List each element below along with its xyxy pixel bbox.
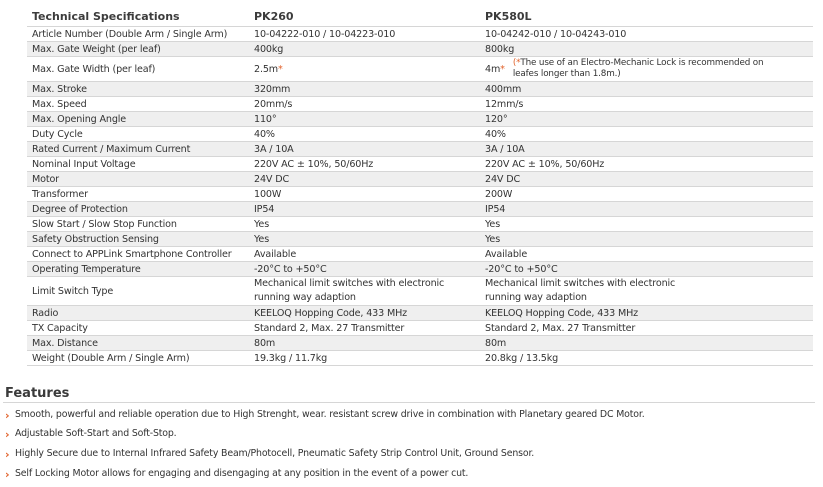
spec-value-b: 40% [480,127,813,142]
spec-value-b: 220V AC ± 10%, 50/60Hz [480,157,813,172]
spec-value-a: 10-04222-010 / 10-04223-010 [249,27,480,42]
spec-value-b: 20.8kg / 13.5kg [480,351,813,366]
spec-label: Nominal Input Voltage [27,157,249,172]
spec-value-b: 10-04242-010 / 10-04243-010 [480,27,813,42]
spec-value-a: 100W [249,187,480,202]
spec-row-opening-angle [27,112,813,127]
spec-value-a: IP54 [249,202,480,217]
chevron-right-icon: › [5,409,10,422]
spec-value-a: 19.3kg / 11.7kg [249,351,480,366]
spec-row-max-stroke [27,82,813,97]
spec-label: Motor [27,172,249,187]
spec-value-b-text: 4m [485,63,501,75]
spec-value-a: Yes [249,232,480,247]
spec-row-obstruction-sensing [27,232,813,247]
spec-label: Radio [27,306,249,321]
spec-value-a: 320mm [249,82,480,97]
spec-row-current [27,142,813,157]
spec-value-a: 400kg [249,42,480,57]
spec-value-a: 20mm/s [249,97,480,112]
spec-label: Transformer [27,187,249,202]
spec-value-b: Standard 2, Max. 27 Transmitter [480,321,813,336]
spec-row-max-distance [27,336,813,351]
spec-value-a: -20°C to +50°C [249,262,480,277]
spec-row-weight [27,351,813,366]
spec-label: Max. Speed [27,97,249,112]
feature-item [5,447,534,460]
spec-label: Max. Stroke [27,82,249,97]
spec-label: Weight (Double Arm / Single Arm) [27,351,249,366]
spec-row-transformer [27,187,813,202]
spec-row-motor [27,172,813,187]
spec-value-a: KEELOQ Hopping Code, 433 MHz [249,306,480,321]
spec-label: Degree of Protection [27,202,249,217]
spec-value-b: IP54 [480,202,813,217]
spec-value-b [480,277,813,306]
spec-table-title: Technical Specifications [27,7,249,27]
note-text: The use of an Electro-Mechanic Lock is recommended on leafes longer than 1.8m.) [512,58,764,79]
lock-recommendation-note [513,58,783,80]
spec-label: Limit Switch Type [27,277,249,306]
limit-switch-b-text: Mechanical limit switches with electronic running way adaption [485,278,676,303]
spec-label: Operating Temperature [27,262,249,277]
spec-value-a: 24V DC [249,172,480,187]
feature-item [5,408,645,421]
spec-value-a: 80m [249,336,480,351]
spec-value-b: 800kg [480,42,813,57]
spec-value-a: 3A / 10A [249,142,480,157]
spec-value-a: Available [249,247,480,262]
spec-row-article-number [27,27,813,42]
spec-row-max-speed [27,97,813,112]
spec-label: TX Capacity [27,321,249,336]
feature-item [5,427,177,440]
spec-label: Max. Distance [27,336,249,351]
spec-row-gate-weight [27,42,813,57]
chevron-right-icon: › [5,468,10,481]
spec-label: Max. Gate Width (per leaf) [27,57,249,82]
spec-value-b: 3A / 10A [480,142,813,157]
spec-value-a-text: 2.5m [254,63,279,75]
feature-text: Self Locking Motor allows for engaging and disengaging at any position in the event of a power cut. [15,468,469,479]
features-heading: Features [5,386,70,401]
features-divider [3,402,815,403]
spec-value-a: Mechanical limit switches with electronic running way adaption [249,277,480,306]
spec-row-radio [27,306,813,321]
spec-label: Slow Start / Slow Stop Function [27,217,249,232]
spec-row-operating-temperature [27,262,813,277]
spec-value-b: 24V DC [480,172,813,187]
spec-value-a: 110° [249,112,480,127]
spec-label: Connect to APPLink Smartphone Controller [27,247,249,262]
spec-row-duty-cycle [27,127,813,142]
spec-label: Rated Current / Maximum Current [27,142,249,157]
spec-label: Max. Opening Angle [27,112,249,127]
spec-value-a: Standard 2, Max. 27 Transmitter [249,321,480,336]
spec-value-b: 12mm/s [480,97,813,112]
spec-row-slow-start [27,217,813,232]
chevron-right-icon: › [5,448,10,461]
spec-value-a: 220V AC ± 10%, 50/60Hz [249,157,480,172]
spec-value-a: Yes [249,217,480,232]
asterisk-mark: * [500,63,505,75]
spec-value-a [249,57,480,82]
spec-row-input-voltage [27,157,813,172]
spec-value-b [480,57,813,82]
spec-label: Duty Cycle [27,127,249,142]
feature-text: Highly Secure due to Internal Infrared Safety Beam/Photocell, Pneumatic Safety Strip Control Unit, Ground Sensor. [15,448,535,459]
spec-value-b: -20°C to +50°C [480,262,813,277]
spec-label: Max. Gate Weight (per leaf) [27,42,249,57]
asterisk-mark: * [278,63,283,75]
spec-row-limit-switch [27,277,813,306]
spec-value-b: 400mm [480,82,813,97]
spec-row-protection [27,202,813,217]
feature-text: Smooth, powerful and reliable operation due to High Strenght, wear. resistant screw drive in combination with Planetary geared DC Motor. [15,409,645,420]
feature-item [5,467,468,480]
spec-row-gate-width [27,57,813,82]
spec-label: Safety Obstruction Sensing [27,232,249,247]
spec-row-tx-capacity [27,321,813,336]
spec-value-b: 80m [480,336,813,351]
gate-width-b-wrap [485,58,813,80]
model-a-heading: PK260 [249,7,480,27]
spec-value-b: KEELOQ Hopping Code, 433 MHz [480,306,813,321]
spec-value-b: Yes [480,232,813,247]
note-asterisk: (* [512,58,521,68]
spec-value-a: 40% [249,127,480,142]
model-b-heading: PK580L [480,7,813,27]
spec-value-b: Available [480,247,813,262]
spec-label: Article Number (Double Arm / Single Arm) [27,27,249,42]
chevron-right-icon: › [5,428,10,441]
spec-header-row [27,7,813,27]
spec-row-applink [27,247,813,262]
spec-value-b: Yes [480,217,813,232]
spec-table [27,7,813,366]
spec-value-b: 200W [480,187,813,202]
spec-value-b: 120° [480,112,813,127]
feature-text: Adjustable Soft-Start and Soft-Stop. [15,428,177,439]
